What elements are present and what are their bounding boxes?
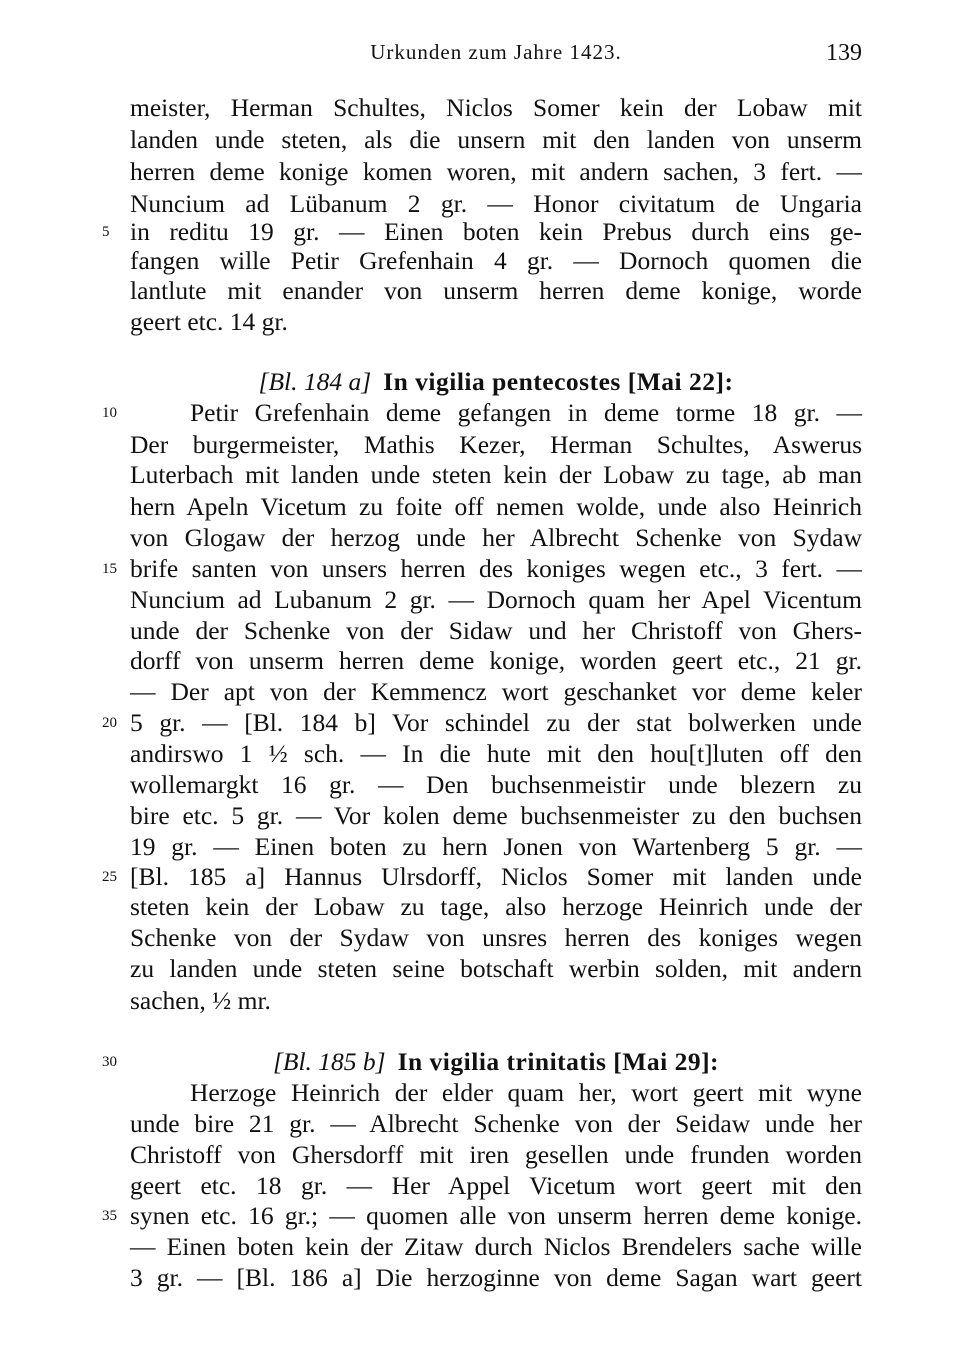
- text-line: — Der apt von der Kemmencz wort geschanket vor deme keler: [130, 677, 862, 706]
- text-line: synen etc. 16 gr.; — quomen alle von unserm herren deme konige.: [130, 1201, 862, 1230]
- text-line: wollemargkt 16 gr. — Den buchsenmeistir unde blezern zu: [130, 770, 862, 799]
- section-title: In vigilia trinitatis [Mai 29]:: [397, 1047, 720, 1076]
- line-number: 25: [102, 869, 117, 885]
- text-line: lantlute mit enander von unserm herren deme konige, worde: [130, 276, 862, 305]
- text-line: meister, Herman Schultes, Niclos Somer kein der Lobaw mit: [130, 93, 862, 122]
- text-line: Petir Grefenhain deme gefangen in deme torme 18 gr. —: [190, 398, 862, 427]
- text-line: — Einen boten kein der Zitaw durch Niclos Brendelers sache wille: [130, 1232, 862, 1261]
- line-number: 30: [102, 1054, 117, 1070]
- text-line: Der burgermeister, Mathis Kezer, Herman Schultes, Aswerus: [130, 430, 862, 459]
- folio-reference: [Bl. 185 b]: [272, 1047, 386, 1076]
- text-line: 19 gr. — Einen boten zu hern Jonen von Wartenberg 5 gr. —: [130, 832, 862, 861]
- line-number: 15: [102, 561, 117, 577]
- text-line: Herzoge Heinrich der elder quam her, wort geert mit wyne: [190, 1078, 862, 1107]
- text-line: fangen wille Petir Grefenhain 4 gr. — Dornoch quomen die: [130, 246, 862, 275]
- text-line: zu landen unde steten seine botschaft werbin solden, mit andern: [130, 954, 862, 983]
- text-line: 5 gr. — [Bl. 184 b] Vor schindel zu der stat bolwerken unde: [130, 708, 862, 737]
- text-line: sachen, ½ mr.: [130, 986, 271, 1015]
- text-line: andirswo 1 ½ sch. — In die hute mit den hou[t]luten off den: [130, 739, 862, 768]
- line-number: 5: [102, 224, 110, 240]
- text-line: unde bire 21 gr. — Albrecht Schenke von der Seidaw unde her: [130, 1109, 862, 1138]
- text-line: hern Apeln Vicetum zu foite off nemen wolde, unde also Heinrich: [130, 492, 862, 521]
- text-line: landen unde steten, als die unsern mit den landen von unserm: [130, 125, 862, 154]
- line-number: 10: [102, 405, 117, 421]
- text-line: Schenke von der Sydaw von unsres herren des koniges wegen: [130, 923, 862, 952]
- running-head: Urkunden zum Jahre 1423.: [370, 40, 622, 64]
- line-number: 20: [102, 715, 117, 731]
- text-line: geert etc. 18 gr. — Her Appel Vicetum wort geert mit den: [130, 1171, 862, 1200]
- text-line: Nuncium ad Lubanum 2 gr. — Dornoch quam her Apel Vicentum: [130, 585, 862, 614]
- page-number: 139: [826, 40, 862, 66]
- text-line: brife santen von unsers herren des koniges wegen etc., 3 fert. —: [130, 554, 862, 583]
- text-line: steten kein der Lobaw zu tage, also herzoge Heinrich unde der: [130, 892, 862, 921]
- section-title: In vigilia pentecostes [Mai 22]:: [383, 367, 734, 396]
- text-line: dorff von unserm herren deme konige, worden geert etc., 21 gr.: [130, 646, 862, 675]
- text-line: in reditu 19 gr. — Einen boten kein Prebus durch eins ge-: [130, 217, 862, 246]
- text-line: Nuncium ad Lübanum 2 gr. — Honor civitatum de Ungaria: [130, 189, 862, 218]
- text-line: herren deme konige komen woren, mit andern sachen, 3 fert. —: [130, 157, 862, 186]
- line-number: 35: [102, 1208, 117, 1224]
- page-header: [130, 40, 862, 76]
- text-line: unde der Schenke von der Sidaw und her Christoff von Ghers-: [130, 616, 862, 645]
- text-line: von Glogaw der herzog unde her Albrecht Schenke von Sydaw: [130, 523, 862, 552]
- text-line: Christoff von Ghersdorff mit iren gesellen unde frunden worden: [130, 1140, 862, 1169]
- text-line: geert etc. 14 gr.: [130, 307, 288, 336]
- text-line: Luterbach mit landen unde steten kein der Lobaw zu tage, ab man: [130, 460, 862, 489]
- text-line: [Bl. 185 a] Hannus Ulrsdorff, Niclos Somer mit landen unde: [130, 862, 862, 891]
- section-heading: [130, 1046, 862, 1078]
- text-line: bire etc. 5 gr. — Vor kolen deme buchsenmeister zu den buchsen: [130, 801, 862, 830]
- section-heading: [130, 366, 862, 398]
- folio-reference: [Bl. 184 a]: [258, 367, 372, 396]
- text-line: 3 gr. — [Bl. 186 a] Die herzoginne von deme Sagan wart geert: [130, 1263, 862, 1292]
